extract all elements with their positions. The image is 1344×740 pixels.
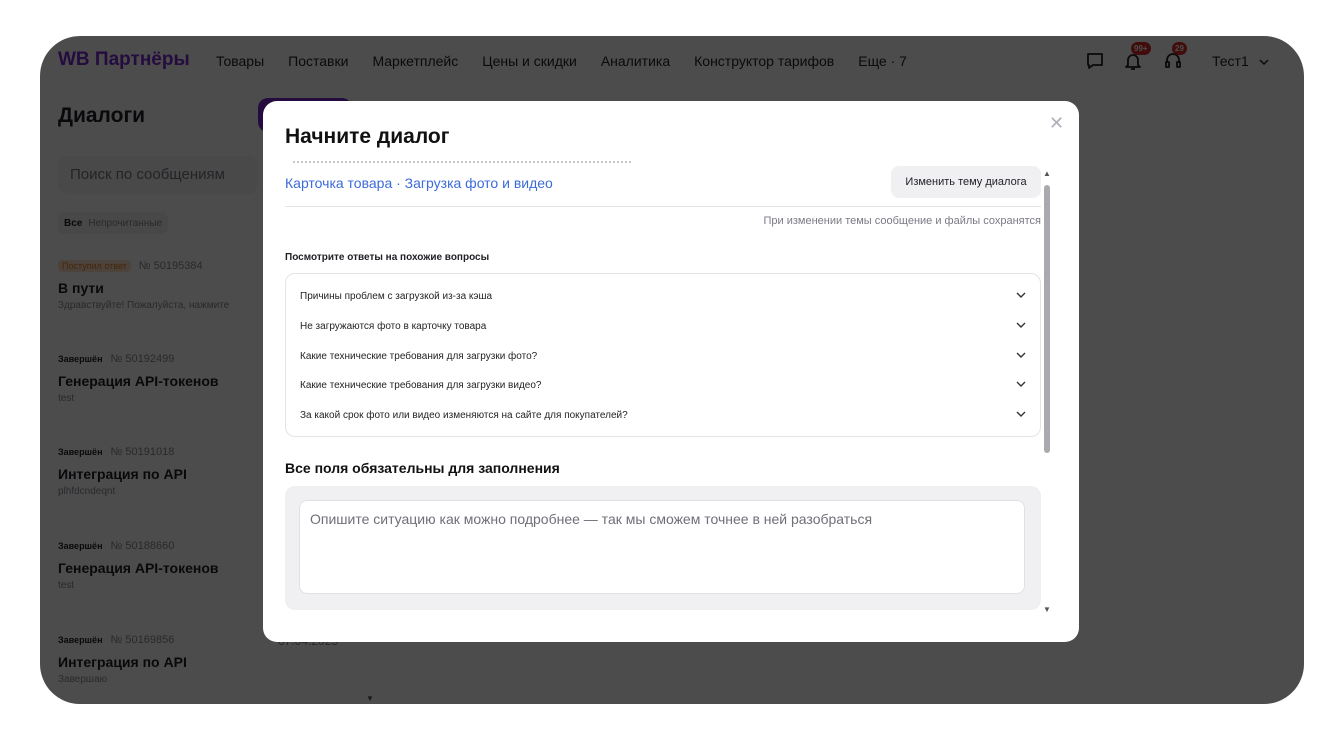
close-icon[interactable]: ✕: [1049, 113, 1065, 133]
required-fields-title: Все поля обязательны для заполнения: [285, 460, 560, 476]
start-dialog-modal: [263, 101, 1079, 642]
scroll-down-icon[interactable]: ▼: [1043, 605, 1051, 614]
message-field-wrapper: [285, 486, 1041, 610]
modal-title: Начните диалог: [285, 125, 450, 148]
scroll-up-icon[interactable]: ▲: [1043, 169, 1051, 178]
message-placeholder: Опишите ситуацию как можно подробнее — так мы сможем точнее в ней разобраться: [310, 511, 873, 527]
faq-list: [285, 273, 1041, 437]
chevron-down-icon: [1014, 288, 1028, 302]
chevron-down-icon: [1014, 318, 1028, 332]
clipped-content: [293, 161, 631, 167]
chevron-down-icon: [1014, 348, 1028, 362]
chevron-down-icon: [1014, 377, 1028, 391]
faq-item[interactable]: [300, 371, 1030, 401]
faq-item[interactable]: [300, 401, 1030, 431]
message-textarea[interactable]: [299, 500, 1025, 594]
change-topic-button[interactable]: Изменить тему диалога: [891, 166, 1041, 198]
faq-question: Не загружаются фото в карточку товара: [300, 321, 487, 332]
divider: [285, 206, 1041, 207]
scrollbar-thumb[interactable]: [1044, 185, 1050, 453]
dialog-topic[interactable]: Карточка товара · Загрузка фото и видео: [285, 175, 553, 191]
faq-item[interactable]: [300, 312, 1030, 342]
faq-item[interactable]: [300, 342, 1030, 372]
modal-scrollbar[interactable]: [1043, 169, 1051, 615]
faq-question: Какие технические требования для загрузки фото?: [300, 351, 538, 362]
chevron-down-icon: [1014, 407, 1028, 421]
topic-change-note: При изменении темы сообщение и файлы сохранятся: [763, 215, 1041, 227]
similar-questions-title: Посмотрите ответы на похожие вопросы: [285, 252, 490, 263]
faq-item[interactable]: [300, 282, 1030, 312]
faq-question: Причины проблем с загрузкой из-за кэша: [300, 291, 493, 302]
faq-question: За какой срок фото или видео изменяются на сайте для покупателей?: [300, 410, 628, 421]
faq-question: Какие технические требования для загрузки видео?: [300, 380, 542, 391]
